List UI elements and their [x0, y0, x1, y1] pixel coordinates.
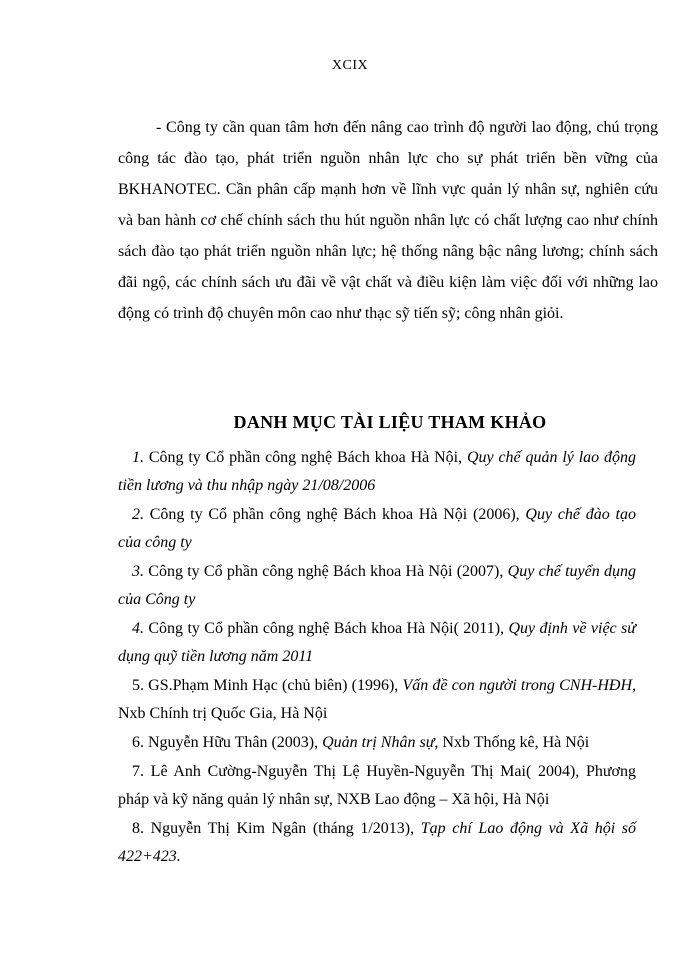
reference-item — [118, 729, 636, 757]
reference-author: Nguyễn Hữu Thân (2003), — [144, 734, 323, 751]
reference-author: GS.Phạm Minh Hạc (chủ biên) (1996), — [144, 677, 403, 694]
reference-title: Quy chế đào tạo của công ty — [118, 506, 636, 551]
reference-number: 3. — [132, 563, 144, 580]
references-heading: DANH MỤC TÀI LIỆU THAM KHẢO — [233, 412, 547, 432]
reference-author: Công ty Cổ phần công nghệ Bách khoa Hà Nội( 2011), — [144, 620, 509, 637]
reference-number: 2. — [132, 506, 144, 523]
references-list — [118, 444, 636, 872]
reference-item — [118, 672, 636, 728]
reference-rest: Nxb Thống kê, Hà Nội — [438, 734, 590, 751]
reference-item — [118, 558, 636, 614]
reference-number: 6. — [132, 734, 144, 751]
body-paragraph: - Công ty cần quan tâm hơn đến nâng cao trình độ người lao động, chú trọng công tác đào tạo, phát triển nguồn nhân lực cho sự phát triển bền vững của BKHANOTEC. Cần phân cấp mạnh hơn về lĩnh vực quản lý nhân sự, nghiên cứu và ban hành cơ chế chính sách thu hút nguồn nhân lực có chất lượng cao như chính sách đào tạo phát triển nguồn nhân lực; hệ thống nâng bậc nâng lương; chính sách đãi ngộ, các chính sách ưu đãi về vật chất và điều kiện làm việc đối với những lao động có trình độ chuyên môn cao như thạc sỹ tiến sỹ; công nhân giỏi. — [118, 119, 658, 322]
reference-title: Tạp chí Lao động và Xã hội số 422+423. — [118, 820, 636, 865]
reference-item — [118, 444, 636, 500]
reference-author: Nguyễn Thị Kim Ngân (tháng 1/2013), — [144, 820, 421, 837]
reference-author: Công ty Cổ phần công nghệ Bách khoa Hà Nội (2006), — [144, 506, 526, 523]
reference-title: Quy chế tuyển dụng của Công ty — [118, 563, 636, 608]
reference-item — [118, 758, 636, 814]
reference-title: Vấn đề con người trong CNH-HĐH — [402, 677, 632, 694]
reference-number: 1. — [132, 449, 144, 466]
reference-author: Lê Anh Cường-Nguyễn Thị Lệ Huyền-Nguyễn Thị Mai( 2004), Phương pháp và kỹ năng quản lý nhân sự, NXB Lao động – Xã hội, Hà Nội — [118, 763, 636, 808]
reference-item — [118, 501, 636, 557]
reference-title: Quản trị Nhân sự, — [322, 734, 439, 751]
reference-number: 8. — [132, 820, 144, 837]
reference-item — [118, 815, 636, 871]
reference-rest: , Nxb Chính trị Quốc Gia, Hà Nội — [118, 677, 636, 722]
reference-author: Công ty Cổ phần công nghệ Bách khoa Hà Nội (2007), — [144, 563, 508, 580]
page-number: XCIX — [331, 58, 369, 73]
reference-title: Quy định về việc sử dụng quỹ tiền lương năm 2011 — [118, 620, 636, 665]
reference-item — [118, 615, 636, 671]
reference-number: 5. — [132, 677, 144, 694]
reference-author: Công ty Cổ phần công nghệ Bách khoa Hà Nội, — [144, 449, 467, 466]
reference-number: 4. — [132, 620, 144, 637]
reference-number: 7. — [132, 763, 144, 780]
reference-title: Quy chế quản lý lao động tiền lương và thu nhập ngày 21/08/2006 — [118, 449, 636, 494]
